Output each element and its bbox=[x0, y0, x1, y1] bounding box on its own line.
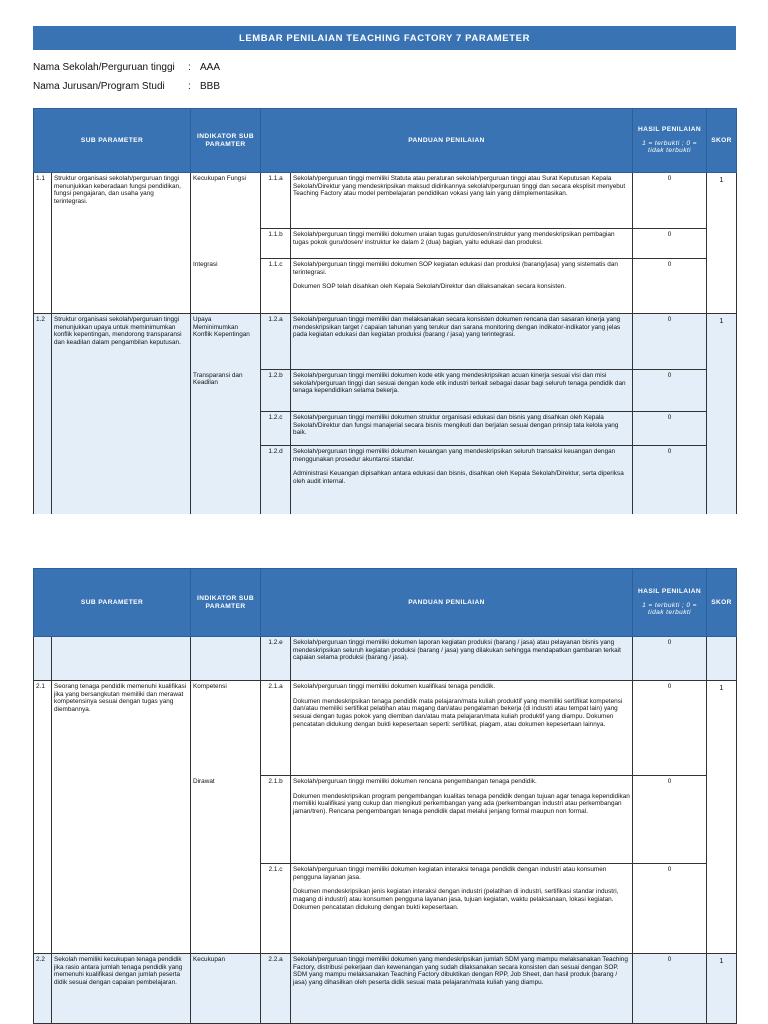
indikator-text bbox=[191, 637, 261, 681]
criteria-text bbox=[291, 259, 633, 314]
header-skor: SKOR bbox=[707, 569, 737, 637]
hasil-value: 0 bbox=[633, 637, 707, 681]
hasil-value: 0 bbox=[633, 412, 707, 446]
sub-parameter-text bbox=[52, 637, 191, 681]
criteria-text: Sekolah/perguruan tinggi memiliki dokumen laporan kegiatan produksi (barang / jasa) atau pelayanan bisnis yang mendeskripsikan seluruh kegiatan produksi (barang / jasa) yang dilakukan sehingga mendapatkan gambaran terkait capaian selama produksi (barang / jasa). bbox=[291, 637, 633, 681]
sub-parameter-text: Struktur organisasi sekolah/perguruan tinggi menunjukkan keberadaan fungsi pendidikan, fungsi pengajaran, dan usaha yang terintegrasi. bbox=[52, 173, 191, 314]
meta-separator: : bbox=[188, 62, 191, 73]
criteria-code: 2.2.a bbox=[261, 954, 291, 1024]
criteria-code: 1.1.c bbox=[261, 259, 291, 314]
criteria-paragraph: Sekolah/perguruan tinggi memiliki dokumen kegiatan interaksi tenaga pendidik dengan industri atau konsumen pengguna layanan jasa. bbox=[293, 866, 607, 881]
header-hasil-note: 1 = terbukti ; 0 = tidak terbukti bbox=[642, 139, 697, 155]
criteria-code: 2.1.a bbox=[261, 681, 291, 776]
meta-value: AAA bbox=[200, 62, 221, 73]
criteria-code: 1.1.b bbox=[261, 229, 291, 259]
hasil-value: 0 bbox=[633, 776, 707, 864]
criteria-code: 2.1.c bbox=[261, 864, 291, 954]
hasil-value: 0 bbox=[633, 314, 707, 370]
criteria-paragraph: Administrasi Keuangan dipisahkan antara edukasi dan bisnis, disahkan oleh Kepala Sekolah/Direktur, serta diperiksa oleh audit internal. bbox=[293, 470, 624, 486]
evaluation-table-2 bbox=[33, 568, 737, 1024]
header-panduan: PANDUAN PENILAIAN bbox=[261, 109, 633, 173]
sub-parameter-number: 1.1 bbox=[34, 173, 52, 314]
skor-value: 1 bbox=[707, 314, 737, 514]
indikator-text: Upaya Meminimumkan Konflik Kepentingan bbox=[191, 314, 261, 370]
table-row bbox=[34, 681, 737, 776]
criteria-code: 1.1.a bbox=[261, 173, 291, 229]
skor-value: 1 bbox=[707, 681, 737, 954]
hasil-value: 0 bbox=[633, 259, 707, 314]
hasil-value: 0 bbox=[633, 954, 707, 1024]
criteria-paragraph: Dokumen SOP telah disahkan oleh Kepala Sekolah/Direktur dan dilaksanakan secara konsisten. bbox=[293, 283, 567, 291]
criteria-paragraph: Sekolah/perguruan tinggi memiliki dokumen kualifikasi tenaga pendidik. bbox=[293, 683, 496, 690]
header-hasil-label: HASIL PENILAIAN bbox=[638, 587, 702, 595]
meta-row-sekolah bbox=[33, 62, 220, 73]
criteria-text bbox=[291, 864, 633, 954]
criteria-paragraph: Dokumen mendeskripsikan program pengembangan kualitas tenaga pendidik dengan tujuan agar tenaga kependidikan memiliki kualifikasi yang cukup dan mengikuti perkembangan yang ada (perkembangan industri atau perkembangan jaman/tren). Rencana pengembangan tenaga pendidik dapat melalui jenjang formal maupun non formal. bbox=[293, 792, 630, 816]
meta-label: Nama Jurusan/Program Studi bbox=[33, 81, 165, 92]
meta-value: BBB bbox=[200, 81, 221, 92]
hasil-value: 0 bbox=[633, 173, 707, 229]
criteria-code: 1.2.b bbox=[261, 370, 291, 412]
table-row bbox=[34, 637, 737, 681]
criteria-text: Sekolah/perguruan tinggi memiliki dokumen uraian tugas guru/dosen/instruktur yang mendeskripsikan pembagian tugas pokok guru/dosen/ instruktur ke dalam 2 (dua) bagian, yaitu edukasi dan produksi. bbox=[291, 229, 633, 259]
meta-separator: : bbox=[188, 81, 191, 92]
sub-parameter-text: Seorang tenaga pendidik memenuhi kualifikasi jika yang bersangkutan memiliki dan merawat kompetensinya sesuai dengan tugas yang diembannya. bbox=[52, 681, 191, 954]
criteria-paragraph: Dokumen mendeskripsikan jenis kegiatan interaksi dengan industri (pelatihan di industri, sertifikasi standar industri, magang di industri) atau konsumen pengguna layanan jasa, tujuan kegiatan, waktu pelaksanaan, lokasi kegiatan. Dokumen pencatatan didukung dengan bukti kepesertaan. bbox=[293, 888, 619, 911]
header-hasil-note: 1 = terbukti ; 0 = tidak terbukti bbox=[642, 601, 697, 617]
hasil-value: 0 bbox=[633, 446, 707, 514]
criteria-text bbox=[291, 446, 633, 514]
header-indikator: INDIKATOR SUB PARAMTER bbox=[191, 109, 261, 173]
meta-label: Nama Sekolah/Perguruan tinggi bbox=[33, 62, 175, 73]
table-row bbox=[34, 173, 737, 229]
indikator-text: Kecukupan Fungsi bbox=[191, 173, 261, 229]
criteria-paragraph: Sekolah/perguruan tinggi memiliki dokumen keuangan yang mendeskripsikan seluruh transaksi keuangan dengan menggunakan prosedur akuntansi standar. bbox=[293, 448, 616, 463]
header-sub-parameter: SUB PARAMETER bbox=[34, 569, 191, 637]
page-title: LEMBAR PENILAIAN TEACHING FACTORY 7 PARAMETER bbox=[33, 26, 736, 50]
table-header-row bbox=[34, 569, 737, 637]
indikator-text bbox=[191, 412, 261, 446]
indikator-text: Transparansi dan Keadilan bbox=[191, 370, 261, 412]
table-row bbox=[34, 954, 737, 1024]
sub-parameter-text: Struktur organisasi sekolah/perguruan tinggi menunjukkan upaya untuk meminimumkan konflik kepentingan, mendorong transparansi dan keadilan dalam pengambilan keputusan. bbox=[52, 314, 191, 514]
criteria-text: Sekolah/perguruan tinggi memiliki Statuta atau peraturan sekolah/perguruan tinggi atau Surat Keputusan Kepala Sekolah/Direktur yang mendeskripsikan maksud didirikannya sekolah/perguruan tinggi dan secara eksplisit menyebut Teaching Factory atau model pembelajaran pendidikan vokasi yang lain yang diimplementasikan. bbox=[291, 173, 633, 229]
header-sub-parameter: SUB PARAMETER bbox=[34, 109, 191, 173]
skor-value bbox=[707, 637, 737, 681]
indikator-text: Kecukupan bbox=[191, 954, 261, 1024]
indikator-text bbox=[191, 229, 261, 259]
header-hasil-label: HASIL PENILAIAN bbox=[638, 125, 702, 133]
header-indikator: INDIKATOR SUB PARAMTER bbox=[191, 569, 261, 637]
criteria-text: Sekolah/perguruan tinggi memiliki dokumen kode etik yang mendeskripsikan acuan kinerja sesuai visi dan misi sekolah/perguruan tinggi dan sesuai dengan kode etik industri terkait sebagai dasar bagi seluruh tenaga pendidik dan tenaga kependidikan selama bekerja. bbox=[291, 370, 633, 412]
table-row bbox=[34, 314, 737, 370]
header-panduan: PANDUAN PENILAIAN bbox=[261, 569, 633, 637]
sub-parameter-text: Sekolah memiliki kecukupan tenaga pendidik jika rasio antara jumlah tenaga pendidik yang memenuhi kualifikasi dengan jumlah peserta didik sesuai dengan capaian pembelajaran. bbox=[52, 954, 191, 1024]
sub-parameter-number: 2.1 bbox=[34, 681, 52, 954]
criteria-paragraph: Dokumen mendeskripsikan tenaga pendidik mata pelajaran/mata kuliah produktif yang memiliki sertifikat kompetensi dan/atau memiliki sertifikat pelatihan atau magang dan/atau pengalaman bekerja (di industri atau tempat lain) yang sesuai dengan tugas pokok yang diemban dan/atau mata pelajaran/mata kuliah produktif yang diampu. Dokumen pencatatan didukung dengan bukti kepesertaan seperti: sertifikat, piagam, atau dokumen kepesertaan lainnya. bbox=[293, 697, 623, 728]
indikator-text bbox=[191, 864, 261, 954]
table-header-row bbox=[34, 109, 737, 173]
criteria-code: 1.2.e bbox=[261, 637, 291, 681]
criteria-text bbox=[291, 681, 633, 776]
hasil-value: 0 bbox=[633, 681, 707, 776]
indikator-text: Dirawat bbox=[191, 776, 261, 864]
header-skor: SKOR bbox=[707, 109, 737, 173]
criteria-paragraph: Sekolah/perguruan tinggi memiliki dokumen rencana pengembangan tenaga pendidik. bbox=[293, 778, 537, 785]
criteria-code: 1.2.c bbox=[261, 412, 291, 446]
criteria-code: 2.1.b bbox=[261, 776, 291, 864]
sub-parameter-number bbox=[34, 637, 52, 681]
criteria-code: 1.2.a bbox=[261, 314, 291, 370]
indikator-text: Kompetensi bbox=[191, 681, 261, 776]
skor-value: 1 bbox=[707, 954, 737, 1024]
criteria-text: Sekolah/perguruan tinggi memiliki dan melaksanakan secara konsisten dokumen rencana dan sasaran kinerja yang mendeskripsikan target / capaian tahunan yang terukur dan sarana monitoring dengan indikator-indikator yang jelas pada kegiatan edukasi dan kegiatan produksi (barang / jasa) yang terintegrasi. bbox=[291, 314, 633, 370]
meta-row-jurusan bbox=[33, 81, 220, 92]
indikator-text: Integrasi bbox=[191, 259, 261, 314]
criteria-text bbox=[291, 776, 633, 864]
header-hasil bbox=[633, 569, 707, 637]
skor-value: 1 bbox=[707, 173, 737, 314]
criteria-paragraph: Sekolah/perguruan tinggi memiliki dokumen SOP kegiatan edukasi dan produksi (barang/jasa) yang sistematis dan terintegrasi. bbox=[293, 261, 618, 276]
sub-parameter-number: 2.2 bbox=[34, 954, 52, 1024]
sub-parameter-number: 1.2 bbox=[34, 314, 52, 514]
evaluation-table-1 bbox=[33, 108, 737, 514]
hasil-value: 0 bbox=[633, 370, 707, 412]
header-hasil bbox=[633, 109, 707, 173]
hasil-value: 0 bbox=[633, 864, 707, 954]
criteria-text: Sekolah/perguruan tinggi memiliki dokumen struktur organisasi edukasi dan bisnis yang disahkan oleh Kepala Sekolah/Direktur dan fungsi manajerial secara bisnis mengikuti dan berjalan sesuai dengan prinsip tata kelola yang baik. bbox=[291, 412, 633, 446]
criteria-code: 1.2.d bbox=[261, 446, 291, 514]
criteria-text: Sekolah/perguruan tinggi memiliki dokumen yang mendeskripsikan jumlah SDM yang mampu melaksanakan Teaching Factory, distribusi pekerjaan dan kewenangan yang sudah dilaksanakan secara konsisten dan sesuai dengan SOP. SDM yang mampu melaksanakan Teaching Factory dibuktikan dengan RPP, Job Sheet, dan hasil produk (barang / jasa) yang dihasilkan oleh peserta didik sesuai mata pelajaran/mata kuliah yang diampu. bbox=[291, 954, 633, 1024]
indikator-text bbox=[191, 446, 261, 514]
hasil-value: 0 bbox=[633, 229, 707, 259]
